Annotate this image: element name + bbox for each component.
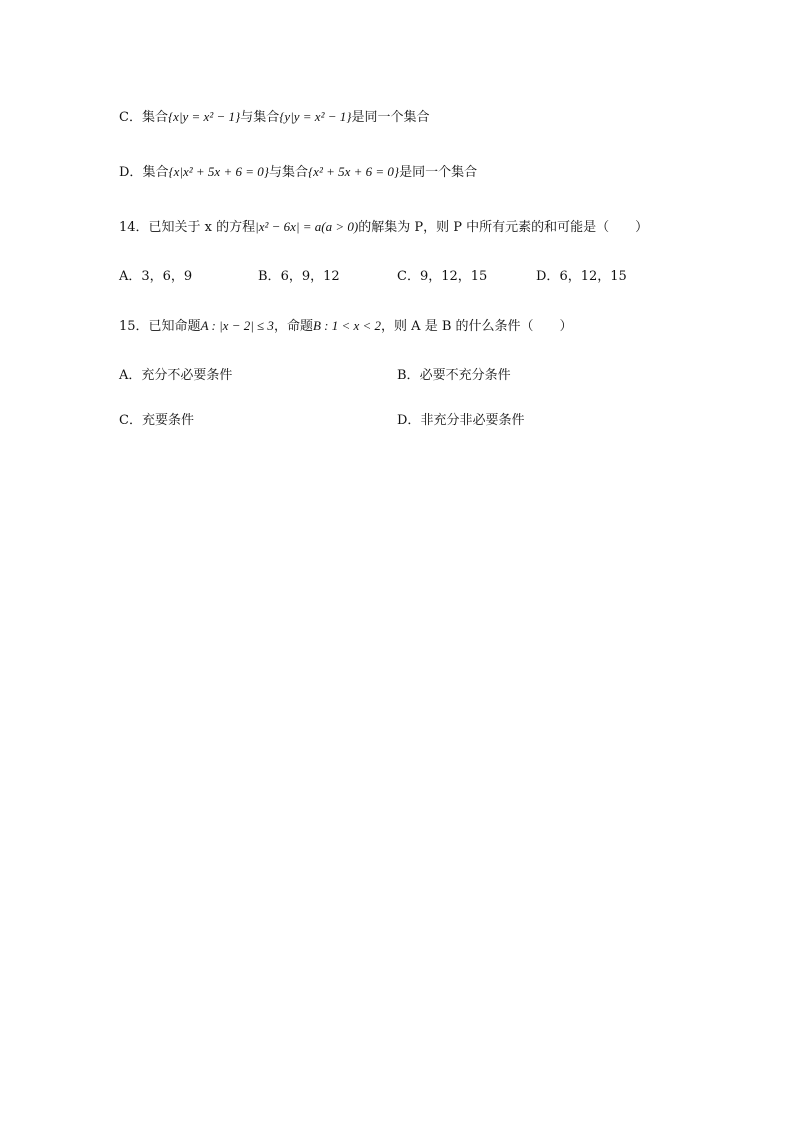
q14-stem — [119, 217, 648, 238]
option-label: C． — [119, 110, 142, 125]
option-label: C． — [397, 269, 420, 284]
q14-option-a[interactable] — [119, 267, 192, 287]
option-text-pre: 集合 — [141, 110, 168, 125]
option-text: 非充分非必要条件 — [420, 413, 525, 428]
q13-option-c — [119, 107, 429, 128]
option-label: B． — [397, 368, 420, 383]
stem-text-mid: ，命题 — [273, 319, 313, 334]
stem-text-post: ，则 A 是 B 的什么条件（ ） — [381, 319, 573, 334]
option-text: 9，12，15 — [419, 269, 488, 284]
q15-option-c[interactable] — [119, 411, 194, 431]
q14-option-b[interactable] — [258, 267, 340, 287]
option-label: D． — [536, 269, 560, 284]
option-text-post: 是同一个集合 — [351, 110, 430, 125]
proposition-a: A : |x − 2| ≤ 3 — [200, 318, 274, 333]
option-text: 充要条件 — [141, 413, 194, 428]
proposition-b: B : 1 < x < 2 — [312, 318, 382, 333]
option-text-pre: 集合 — [142, 165, 169, 180]
stem-text-pre: 已知命题 — [148, 319, 201, 334]
set-expression: {x² + 5x + 6 = 0} — [307, 164, 400, 179]
option-label: C． — [119, 413, 142, 428]
option-text: 6，9，12 — [280, 269, 340, 284]
option-label: D． — [397, 413, 421, 428]
option-label: D． — [119, 165, 143, 180]
q14-option-c[interactable] — [397, 267, 487, 287]
option-text-post: 是同一个集合 — [399, 165, 478, 180]
q13-option-d — [119, 162, 477, 183]
set-expression: {x|x² + 5x + 6 = 0} — [168, 164, 269, 179]
equation: |x² − 6x| = a(a > 0) — [255, 219, 359, 234]
option-label: B． — [258, 269, 281, 284]
stem-text-post: 的解集为 P，则 P 中所有元素的和可能是（ ） — [358, 220, 649, 235]
option-text: 3，6，9 — [141, 269, 193, 284]
q15-option-a[interactable] — [119, 366, 232, 386]
q15-stem — [119, 316, 573, 337]
stem-text-pre: 已知关于 x 的方程 — [148, 220, 256, 235]
question-number: 14． — [119, 220, 149, 235]
option-text: 必要不充分条件 — [419, 368, 511, 383]
option-text: 6，12，15 — [559, 269, 627, 284]
q15-option-d[interactable] — [397, 411, 524, 431]
option-text-mid: 与集合 — [240, 110, 280, 125]
option-text-mid: 与集合 — [268, 165, 308, 180]
q15-option-b[interactable] — [397, 366, 511, 386]
option-label: A． — [119, 368, 142, 383]
q14-options — [119, 267, 679, 287]
option-text: 充分不必要条件 — [141, 368, 233, 383]
option-label: A． — [119, 269, 142, 284]
question-number: 15． — [119, 319, 149, 334]
set-expression: {y|y = x² − 1} — [279, 109, 352, 124]
q15-options-row-2 — [119, 411, 679, 431]
q15-options-row-1 — [119, 366, 679, 386]
q14-option-d[interactable] — [536, 267, 627, 287]
set-expression: {x|y = x² − 1} — [167, 109, 241, 124]
